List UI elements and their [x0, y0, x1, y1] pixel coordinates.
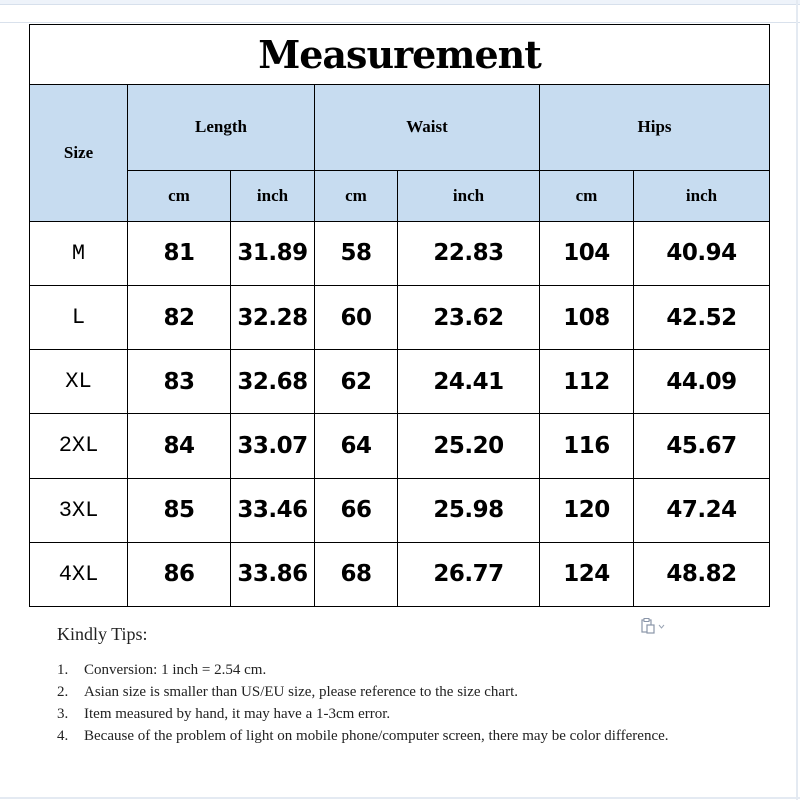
header-length: Length: [128, 85, 315, 171]
table-row: [30, 414, 770, 478]
size-chart-table: [29, 24, 770, 607]
unit-header: cm: [315, 170, 398, 221]
measurement-cell: 104: [540, 221, 634, 285]
measurement-cell: 40.94: [634, 221, 770, 285]
measurement-cell: 48.82: [634, 542, 770, 606]
tips-title: Kindly Tips:: [57, 624, 148, 644]
measurement-cell: 83: [128, 350, 231, 414]
measurement-cell: 68: [315, 542, 398, 606]
measurement-cell: 116: [540, 414, 634, 478]
window-right-edge: [796, 0, 798, 800]
table-row: [30, 221, 770, 285]
measurement-cell: 108: [540, 285, 634, 349]
measurement-cell: 33.46: [231, 478, 315, 542]
measurement-cell: 24.41: [398, 350, 540, 414]
size-label-cell: 4XL: [30, 542, 128, 606]
measurement-cell: 23.62: [398, 285, 540, 349]
measurement-cell: 58: [315, 221, 398, 285]
table-row: [30, 478, 770, 542]
measurement-cell: 85: [128, 478, 231, 542]
measurement-cell: 84: [128, 414, 231, 478]
window-top-edge: [0, 0, 800, 5]
measurement-cell: 33.86: [231, 542, 315, 606]
table-row: [30, 350, 770, 414]
measurement-cell: 60: [315, 285, 398, 349]
measurement-cell: 25.98: [398, 478, 540, 542]
paste-options-icon[interactable]: [640, 617, 666, 635]
table-row: [30, 542, 770, 606]
window-bottom-edge: [0, 797, 800, 799]
size-label-cell: 2XL: [30, 414, 128, 478]
tip-number: 2.: [57, 684, 69, 700]
unit-header: inch: [231, 170, 315, 221]
measurement-cell: 42.52: [634, 285, 770, 349]
tip-item: [57, 703, 757, 725]
measurement-cell: 47.24: [634, 478, 770, 542]
header-waist: Waist: [315, 85, 540, 171]
tip-item: [57, 681, 757, 703]
tip-item: [57, 725, 757, 747]
unit-header: cm: [540, 170, 634, 221]
table-row: [30, 285, 770, 349]
tip-text: Item measured by hand, it may have a 1-3cm error.: [84, 706, 391, 722]
unit-header: cm: [128, 170, 231, 221]
measurement-cell: 124: [540, 542, 634, 606]
measurement-cell: 62: [315, 350, 398, 414]
unit-header: inch: [398, 170, 540, 221]
measurement-cell: 66: [315, 478, 398, 542]
tip-text: Asian size is smaller than US/EU size, please reference to the size chart.: [84, 684, 518, 700]
measurement-cell: 86: [128, 542, 231, 606]
measurement-cell: 64: [315, 414, 398, 478]
size-label-cell: M: [30, 221, 128, 285]
measurement-cell: 45.67: [634, 414, 770, 478]
measurement-cell: 25.20: [398, 414, 540, 478]
tip-number: 3.: [57, 706, 69, 722]
size-label-cell: XL: [30, 350, 128, 414]
measurement-cell: 26.77: [398, 542, 540, 606]
measurement-cell: 112: [540, 350, 634, 414]
measurement-cell: 33.07: [231, 414, 315, 478]
header-hips: Hips: [540, 85, 770, 171]
sheet-gridline: [0, 22, 800, 23]
measurement-cell: 81: [128, 221, 231, 285]
measurement-cell: 32.68: [231, 350, 315, 414]
tip-text: Because of the problem of light on mobile phone/computer screen, there may be color difference.: [84, 728, 669, 744]
header-size: Size: [30, 85, 128, 222]
tips-list: [57, 659, 757, 747]
size-label-cell: L: [30, 285, 128, 349]
measurement-cell: 82: [128, 285, 231, 349]
measurement-cell: 31.89: [231, 221, 315, 285]
kindly-tips: [57, 624, 757, 747]
tip-text: Conversion: 1 inch = 2.54 cm.: [84, 662, 267, 678]
unit-header: inch: [634, 170, 770, 221]
measurement-cell: 22.83: [398, 221, 540, 285]
tip-number: 1.: [57, 662, 69, 678]
table-title: Measurement: [30, 25, 770, 85]
tip-number: 4.: [57, 728, 69, 744]
measurement-cell: 32.28: [231, 285, 315, 349]
tip-item: [57, 659, 757, 681]
measurement-cell: 120: [540, 478, 634, 542]
measurement-cell: 44.09: [634, 350, 770, 414]
size-label-cell: 3XL: [30, 478, 128, 542]
